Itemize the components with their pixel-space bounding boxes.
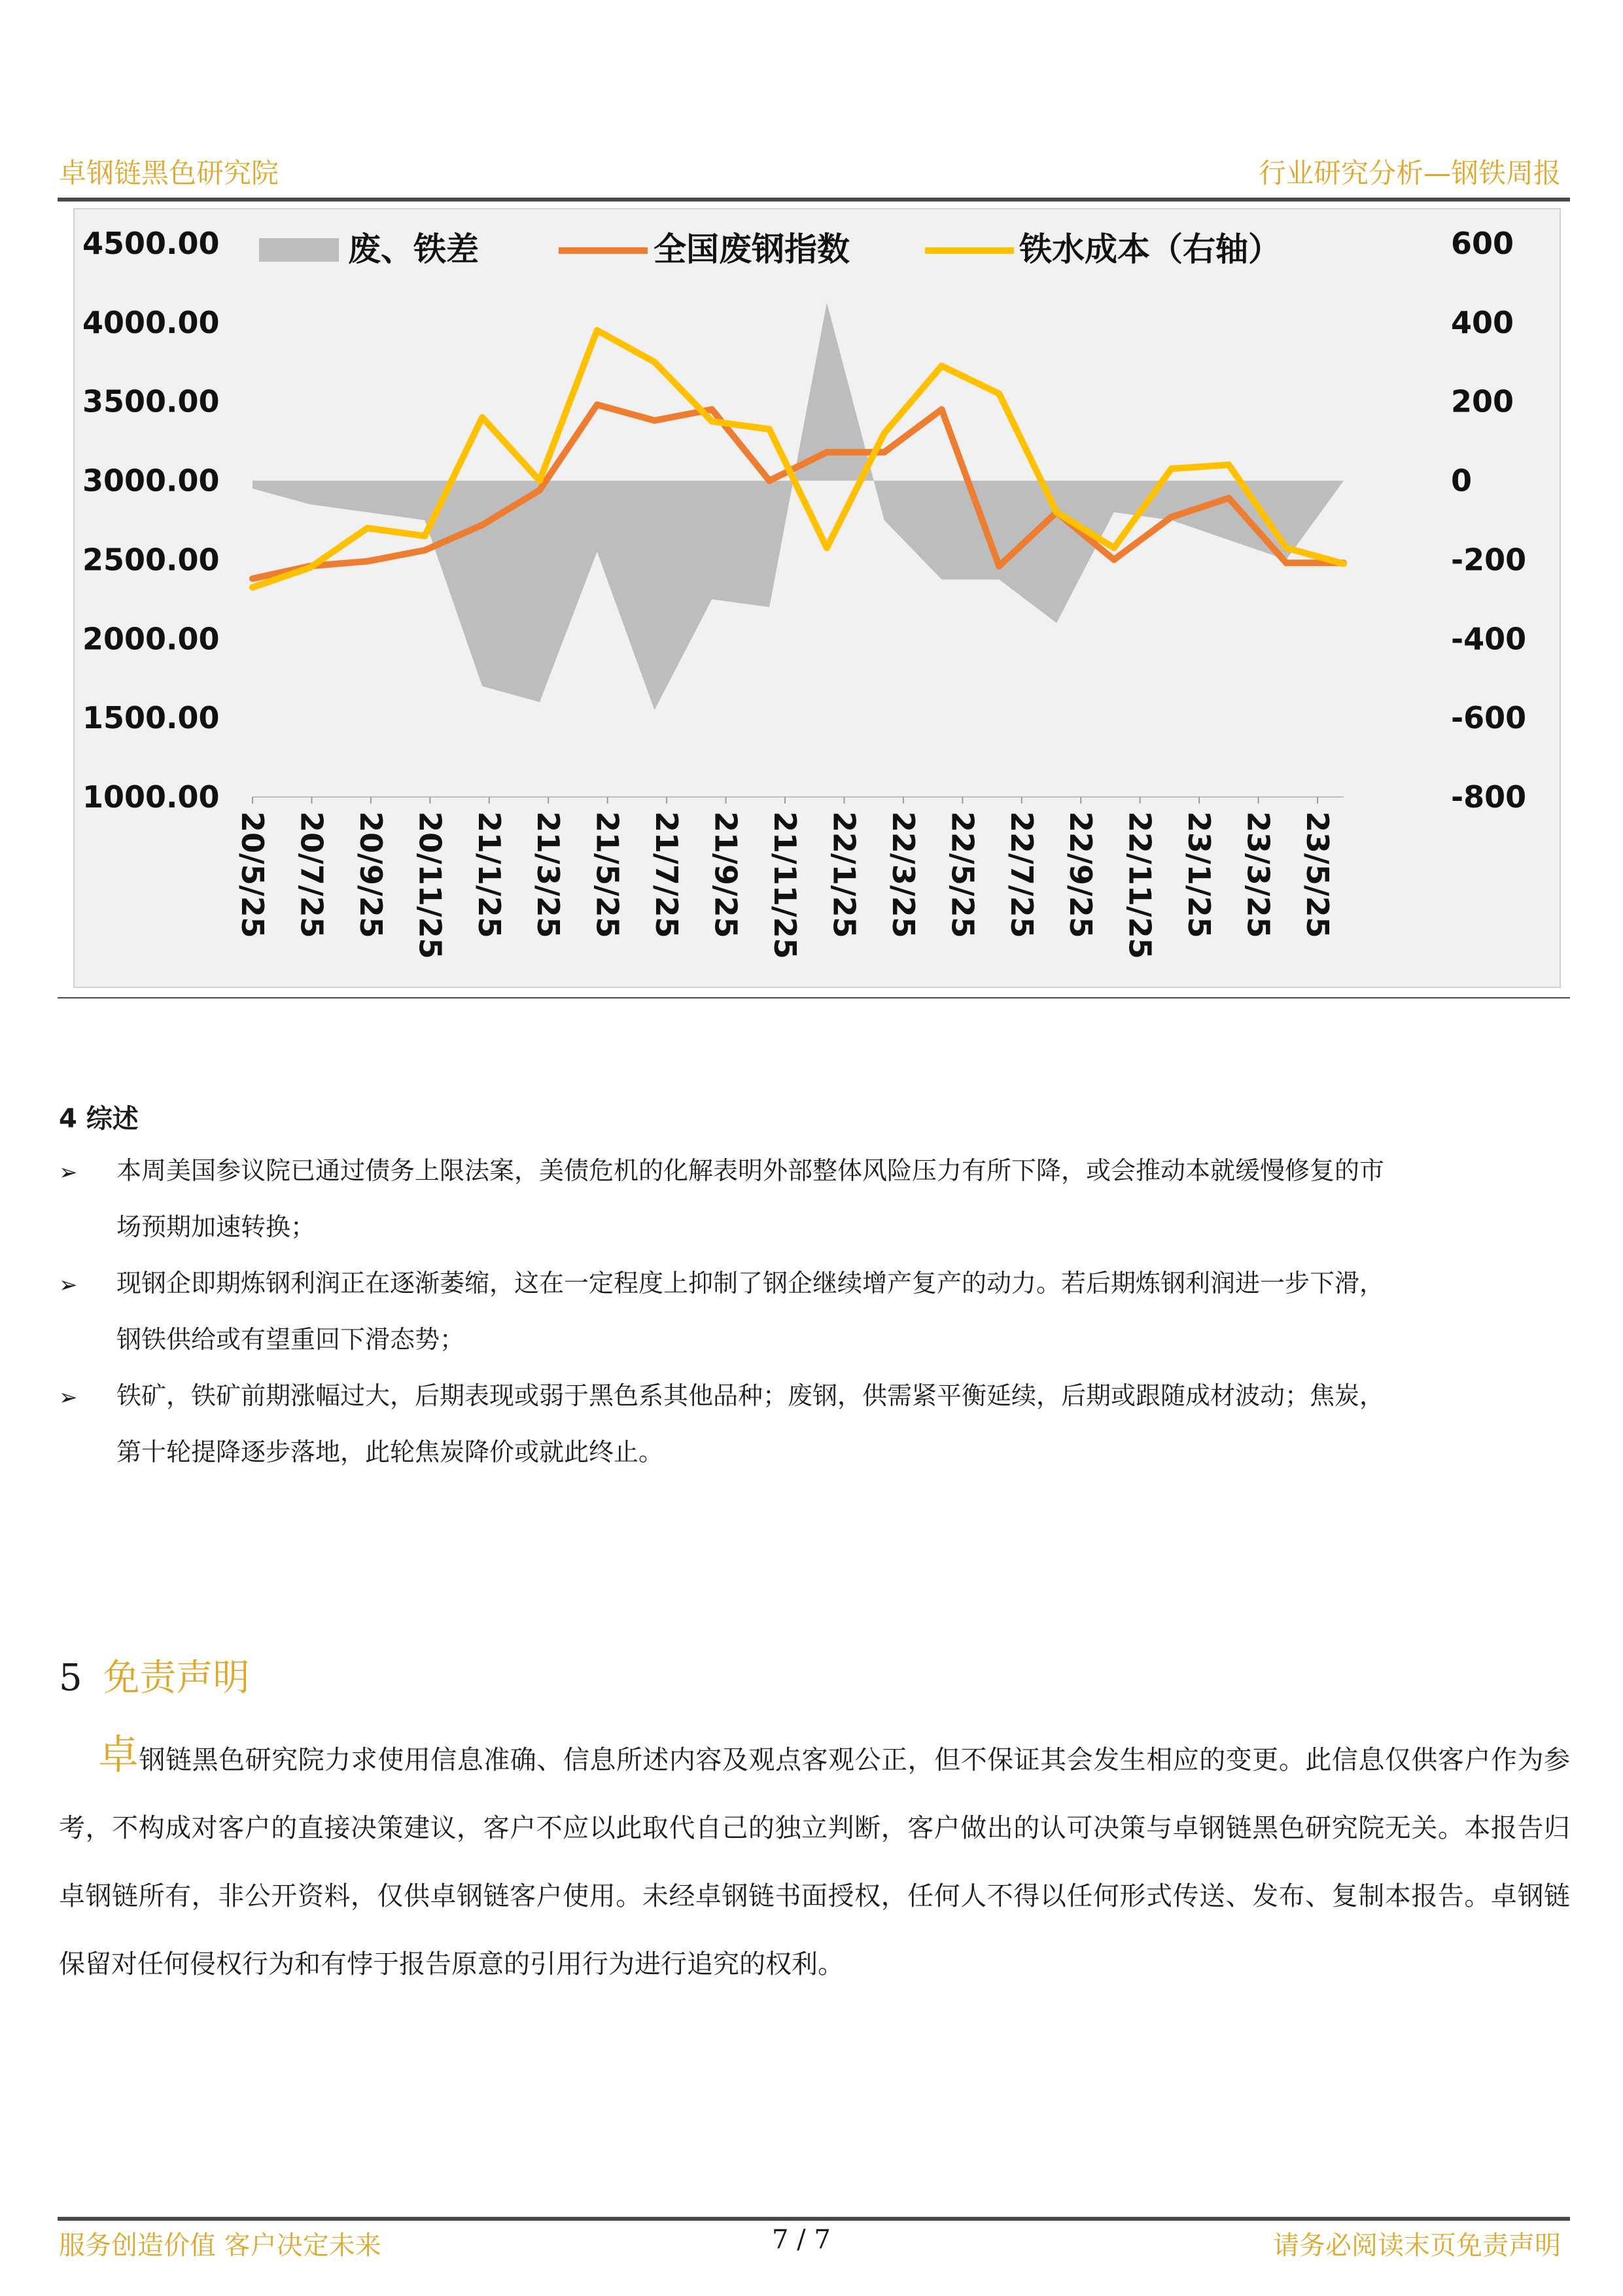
bullet-text-line: 第十轮提降逐步落地，此轮焦炭降价或就此终止。 bbox=[116, 1438, 664, 1466]
disclaimer-text: 钢链黑色研究院力求使用信息准确、信息所述内容及观点客观公正，但不保证其会发生相应的变更。此信息仅供客户作为参考，不构成对客户的直接决策建议，客户不应以此取代自己的独立判断，客户做出的认可决策与卓钢链黑色研究院无关。本报告归卓钢链所有，非公开资料，仅供卓钢链客户使用。未经卓钢链书面授权，任何人不得以任何形式传送、发布、复制本报告。卓钢链保留对任何侵权行为和有悖于报告原意的引用行为进行追究的权利。 bbox=[59, 1745, 1570, 1979]
series-line-hot-metal-cost-point bbox=[1340, 561, 1347, 567]
left-axis-tick-label: 3000.00 bbox=[82, 463, 220, 499]
left-axis-tick-label: 3500.00 bbox=[82, 383, 220, 419]
series-line-hot-metal-cost-point bbox=[1053, 509, 1060, 516]
series-line-scrap-index-point bbox=[708, 406, 715, 413]
series-line-scrap-index-point bbox=[1283, 559, 1289, 566]
series-line-hot-metal-cost-point bbox=[307, 565, 313, 571]
bullet-arrow-icon: ➢ bbox=[59, 1272, 78, 1298]
series-line-scrap-index-point bbox=[996, 563, 1002, 569]
right-axis-tick-label: -200 bbox=[1451, 542, 1527, 578]
disclaimer-number: 5 bbox=[59, 1657, 82, 1699]
series-line-scrap-index-point bbox=[824, 449, 830, 455]
left-axis-tick-label: 4500.00 bbox=[82, 226, 220, 261]
x-axis-tick-label: 22/7/25 bbox=[1003, 811, 1039, 938]
series-line-hot-metal-cost-point bbox=[996, 391, 1002, 397]
series-line-hot-metal-cost-point bbox=[939, 362, 945, 369]
series-line-scrap-index-point bbox=[881, 449, 888, 455]
series-line-scrap-index-point bbox=[1111, 556, 1117, 563]
x-axis-tick-label: 22/11/25 bbox=[1122, 811, 1158, 959]
legend-swatch-scrap-index bbox=[559, 247, 648, 254]
legend-swatch-hot-metal-cost bbox=[925, 247, 1014, 254]
legend-swatch-scrap-gap bbox=[259, 238, 339, 262]
series-line-hot-metal-cost-point bbox=[881, 430, 888, 436]
x-axis-tick-label: 21/9/25 bbox=[708, 811, 744, 938]
series-line-scrap-index-point bbox=[479, 521, 485, 528]
disclaimer-heading bbox=[59, 1649, 249, 1701]
chart-legend bbox=[259, 230, 1281, 268]
x-axis-tick-label: 20/7/25 bbox=[294, 811, 330, 938]
series-line-scrap-index-point bbox=[249, 575, 256, 582]
summary-bullet bbox=[59, 1368, 1570, 1480]
right-axis-tick-label: -400 bbox=[1451, 621, 1527, 657]
right-axis-tick-label: 0 bbox=[1451, 463, 1473, 499]
x-axis-tick-label: 22/9/25 bbox=[1063, 811, 1099, 938]
disclaimer-title: 免责声明 bbox=[103, 1657, 250, 1699]
bullet-text-line: 现钢企即期炼钢利润正在逐渐萎缩，这在一定程度上抑制了钢企继续增产复产的动力。若后期炼钢利润进一步下滑， bbox=[116, 1269, 1385, 1298]
x-axis-tick-label: 20/5/25 bbox=[235, 811, 270, 938]
left-axis-tick-label: 1000.00 bbox=[82, 779, 220, 815]
summary-heading: 4 综述 bbox=[59, 1104, 139, 1134]
x-axis-tick-label: 21/11/25 bbox=[767, 811, 803, 959]
right-axis-tick-label: 400 bbox=[1451, 304, 1514, 340]
disclaimer-body bbox=[59, 1721, 1570, 1998]
series-line-scrap-index-point bbox=[594, 402, 601, 408]
bullet-text-line: 钢铁供给或有望重回下滑态势； bbox=[116, 1325, 465, 1354]
series-area-scrap-gap bbox=[253, 303, 1344, 711]
left-axis-tick-label: 1500.00 bbox=[82, 700, 220, 736]
bullet-text-line: 本周美国参议院已通过债务上限法案，美债危机的化解表明外部整体风险压力有所下降，或会推动本就缓慢修复的市 bbox=[116, 1156, 1385, 1185]
series-line-scrap-index-point bbox=[652, 417, 658, 424]
footer-slogan: 服务创造价值 客户决定未来 bbox=[59, 2231, 381, 2261]
series-line-scrap-index-point bbox=[766, 478, 773, 484]
header-rule bbox=[58, 198, 1570, 202]
x-axis-tick-label: 21/3/25 bbox=[531, 811, 567, 938]
legend-label-hot-metal-cost: 铁水成本（右轴） bbox=[1019, 230, 1281, 268]
series-line-hot-metal-cost-point bbox=[766, 426, 773, 433]
series-line-scrap-index-point bbox=[536, 487, 543, 493]
disclaimer-first-char: 卓 bbox=[98, 1731, 139, 1778]
x-axis-tick-label: 21/1/25 bbox=[471, 811, 507, 938]
right-axis-tick-label: -800 bbox=[1451, 779, 1527, 815]
bullet-arrow-icon: ➢ bbox=[59, 1385, 78, 1411]
series-line-scrap-index-point bbox=[1225, 495, 1232, 501]
series-line-hot-metal-cost-point bbox=[1283, 544, 1289, 551]
x-axis-tick-label: 23/1/25 bbox=[1181, 811, 1217, 938]
right-axis-tick-label: 600 bbox=[1451, 226, 1514, 261]
scrap-hotmetal-chart bbox=[73, 208, 1561, 988]
x-axis-tick-label: 20/9/25 bbox=[353, 811, 389, 938]
left-axis-tick-label: 2000.00 bbox=[82, 621, 220, 657]
series-line-hot-metal-cost-point bbox=[536, 478, 543, 484]
x-axis-tick-label: 22/5/25 bbox=[945, 811, 981, 938]
x-axis-tick-label: 20/11/25 bbox=[412, 811, 448, 959]
series-line-scrap-index-point bbox=[421, 547, 428, 554]
series-line-scrap-index-point bbox=[939, 406, 945, 413]
left-axis-tick-label: 2500.00 bbox=[82, 542, 220, 578]
legend-label-scrap-index: 全国废钢指数 bbox=[654, 230, 850, 268]
x-axis-tick-label: 21/7/25 bbox=[649, 811, 685, 938]
summary-bullet bbox=[59, 1142, 1570, 1255]
legend-label-scrap-gap: 废、铁差 bbox=[348, 230, 479, 268]
x-axis-tick-label: 22/3/25 bbox=[885, 811, 921, 938]
series-line-hot-metal-cost-point bbox=[364, 525, 371, 531]
bullet-text-line: 场预期加速转换； bbox=[116, 1212, 316, 1241]
bullet-arrow-icon: ➢ bbox=[59, 1159, 78, 1186]
header-report-title: 行业研究分析—钢铁周报 bbox=[1258, 157, 1561, 189]
bullet-text-line: 铁矿，铁矿前期涨幅过大，后期表现或弱于黑色系其他品种；废钢，供需紧平衡延续，后期或跟随成材波动；焦炭， bbox=[116, 1381, 1385, 1410]
series-line-hot-metal-cost-point bbox=[479, 414, 485, 421]
series-line-hot-metal-cost-point bbox=[249, 584, 256, 591]
page-number: 7 / 7 bbox=[772, 2225, 831, 2255]
series-line-hot-metal-cost-point bbox=[1111, 544, 1117, 551]
header-institute-name: 卓钢链黑色研究院 bbox=[59, 157, 279, 189]
x-axis-tick-label: 21/5/25 bbox=[589, 811, 625, 938]
x-axis-tick-label: 23/3/25 bbox=[1240, 811, 1276, 938]
series-line-hot-metal-cost-point bbox=[594, 327, 601, 334]
chart-canvas bbox=[75, 209, 1560, 987]
series-line-hot-metal-cost-point bbox=[1225, 461, 1232, 468]
series-line-scrap-index-point bbox=[364, 558, 371, 565]
footer-disclaimer-note: 请务必阅读末页免责声明 bbox=[1273, 2231, 1561, 2261]
chart-bottom-rule bbox=[58, 997, 1570, 998]
series-line-hot-metal-cost-point bbox=[708, 418, 715, 425]
series-line-hot-metal-cost-point bbox=[1168, 465, 1175, 472]
footer-rule bbox=[58, 2217, 1570, 2221]
right-axis-tick-label: 200 bbox=[1451, 383, 1514, 419]
left-axis-tick-label: 4000.00 bbox=[82, 304, 220, 340]
x-axis-tick-label: 22/1/25 bbox=[826, 811, 862, 938]
right-axis-tick-label: -600 bbox=[1451, 700, 1527, 736]
series-line-hot-metal-cost-point bbox=[421, 533, 428, 539]
x-axis-tick-label: 23/5/25 bbox=[1300, 811, 1335, 938]
series-line-hot-metal-cost-point bbox=[652, 359, 658, 365]
summary-bullet bbox=[59, 1255, 1570, 1368]
series-line-hot-metal-cost-point bbox=[824, 544, 830, 551]
series-line-scrap-index-point bbox=[1168, 514, 1175, 520]
